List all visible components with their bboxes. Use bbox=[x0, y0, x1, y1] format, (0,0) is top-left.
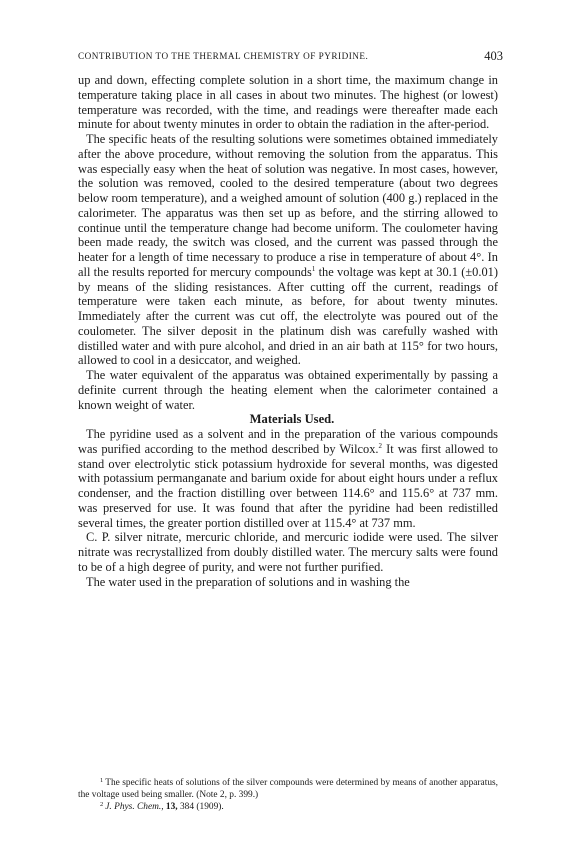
footnotes bbox=[78, 777, 498, 813]
body-text bbox=[78, 73, 498, 589]
footnote-text: The specific heats of solutions of the silver compounds were determined by means of another apparatus, the voltage used being smaller. (Note 2, p. 399.) bbox=[78, 778, 498, 800]
footnote bbox=[78, 777, 498, 801]
running-header bbox=[78, 49, 503, 63]
page-number: 403 bbox=[484, 49, 503, 63]
section-heading: Materials Used. bbox=[249, 412, 335, 427]
footnote-pages: 384 (1909). bbox=[179, 802, 224, 812]
paragraph-text: The specific heats of the resulting solutions were sometimes obtained immediately after the above procedure, without removing the solution from the apparatus. This was especially easy when the heat of solution was negative. In most cases, however, the solution was removed, cooled to the desired temperature (about two degrees below room temperature), and a weighed amount of solution (400 g.) replaced in the calorimeter. The apparatus was then set up as before, and the stirring allowed to continue until the temperature change had become uniform. The coulometer having been made ready, the switch was closed, and the current was passed through the heater for a length of time necessary to produce a rise in temperature of about 4°. In all the results reported for mercury compounds bbox=[78, 132, 498, 279]
paragraph-text: It was first allowed to stand over electrolytic stick potassium hydroxide for several months, was digested with potassium permanganate and barium oxide for about eight hours under a reflux condenser, and the fraction distilling over between 114.6° and 115.6° at 737 mm. was preserved for use. It was found that after the pyridine had been redistilled several times, the greater portion distilled over at 115.4° at 737 mm. bbox=[78, 441, 498, 530]
running-title: CONTRIBUTION TO THE THERMAL CHEMISTRY OF PYRIDINE. bbox=[78, 51, 369, 61]
paragraph: C. P. silver nitrate, mercuric chloride, and mercuric iodide were used. The silver nitrate was recrystallized from doubly distilled water. The mercury salts were found to be of a high degree of purity, and were not further purified. bbox=[78, 530, 498, 574]
paragraph: The water used in the preparation of solutions and in washing the bbox=[86, 574, 410, 589]
footnote-volume: 13, bbox=[165, 802, 178, 812]
paragraph: up and down, effecting complete solution in a short time, the maximum change in temperature taking place in all cases in about two minutes. The highest (or lowest) temperature was recorded, with the time, and readings were thereafter made each minute for about twenty minutes in order to obtain the radiation in the after-period. bbox=[78, 73, 498, 132]
footnote-mark: 1 bbox=[100, 777, 104, 784]
footnote-mark: 2 bbox=[100, 801, 104, 808]
paragraph-text: the voltage was kept at 30.1 (±0.01) by means of the sliding resistances. After cutting off the current, readings of temperature were taken each minute, as before, for about twenty minutes. Immediately after the current was cut off, the electrolyte was poured out of the coulometer. The silver deposit in the platinum dish was carefully washed with distilled water and with pure alcohol, and dried in an air bath at 115° for two hours, allowed to cool in a desiccator, and weighed. bbox=[78, 264, 498, 368]
paragraph: The water equivalent of the apparatus was obtained experimentally by passing a definite current through the heating element when the calorimeter contained a known weight of water. bbox=[78, 368, 498, 412]
footnote bbox=[78, 801, 498, 813]
footnote-journal: J. Phys. Chem., bbox=[105, 802, 164, 812]
paragraph bbox=[78, 132, 498, 368]
paragraph bbox=[78, 427, 498, 530]
paragraph-text: The pyridine used as a solvent and in the preparation of the various compounds was purified according to the method described by Wilcox. bbox=[78, 427, 498, 456]
footnote-ref: 2 bbox=[378, 441, 383, 450]
footnote-ref: 1 bbox=[311, 264, 316, 273]
